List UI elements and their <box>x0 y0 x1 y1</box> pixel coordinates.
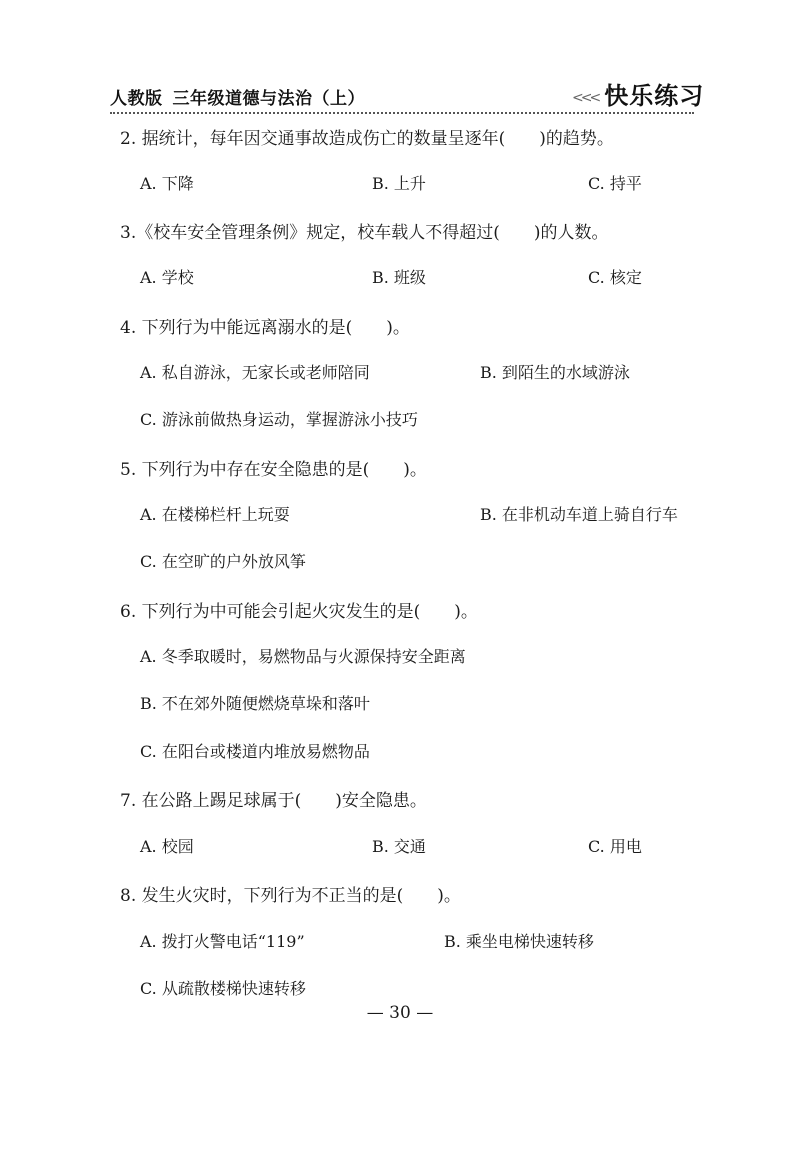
option-5c: C. 在空旷的户外放风筝 <box>140 552 306 571</box>
header-brand <box>572 76 704 111</box>
option-4c: C. 游泳前做热身运动，掌握游泳小技巧 <box>140 410 418 429</box>
option-4a: A. 私自游泳，无家长或老师陪同 <box>140 363 370 382</box>
chevrons-icon: <<< <box>572 90 599 106</box>
question-2: 2. 据统计，每年因交通事故造成伤亡的数量呈逐年( )的趋势。 <box>120 129 614 149</box>
option-3b: B. 班级 <box>372 268 426 287</box>
option-7c: C. 用电 <box>588 837 642 856</box>
book-label: 三年级道德与法治（上） <box>172 89 365 109</box>
question-7: 7. 在公路上踢足球属于( )安全隐患。 <box>120 791 427 811</box>
option-6a: A. 冬季取暖时，易燃物品与火源保持安全距离 <box>140 647 466 666</box>
header-book-title <box>110 84 365 109</box>
option-4b: B. 到陌生的水域游泳 <box>480 363 630 382</box>
header-divider <box>110 112 694 114</box>
option-2b: B. 上升 <box>372 174 426 193</box>
option-7b: B. 交通 <box>372 837 426 856</box>
option-3c: C. 核定 <box>588 268 642 287</box>
option-8b: B. 乘坐电梯快速转移 <box>444 932 594 951</box>
question-4: 4. 下列行为中能远离溺水的是( )。 <box>120 318 410 338</box>
option-6b: B. 不在郊外随便燃烧草垛和落叶 <box>140 694 370 713</box>
option-7a: A. 校园 <box>140 837 194 856</box>
page-number: — 30 — <box>366 1003 434 1023</box>
question-5: 5. 下列行为中存在安全隐患的是( )。 <box>120 460 427 480</box>
question-3: 3.《校车安全管理条例》规定，校车载人不得超过( )的人数。 <box>120 223 609 243</box>
brand-label: 快乐练习 <box>604 82 705 110</box>
option-8a: A. 拨打火警电话“119” <box>140 932 305 951</box>
question-6: 6. 下列行为中可能会引起火灾发生的是( )。 <box>120 602 478 622</box>
question-8: 8. 发生火灾时，下列行为不正当的是( )。 <box>120 886 461 906</box>
option-5b: B. 在非机动车道上骑自行车 <box>480 505 678 524</box>
edition-label: 人教版 <box>110 89 163 109</box>
option-5a: A. 在楼梯栏杆上玩耍 <box>140 505 290 524</box>
option-3a: A. 学校 <box>140 268 194 287</box>
option-6c: C. 在阳台或楼道内堆放易燃物品 <box>140 742 370 761</box>
option-2a: A. 下降 <box>140 174 194 193</box>
option-8c: C. 从疏散楼梯快速转移 <box>140 979 306 998</box>
option-2c: C. 持平 <box>588 174 642 193</box>
